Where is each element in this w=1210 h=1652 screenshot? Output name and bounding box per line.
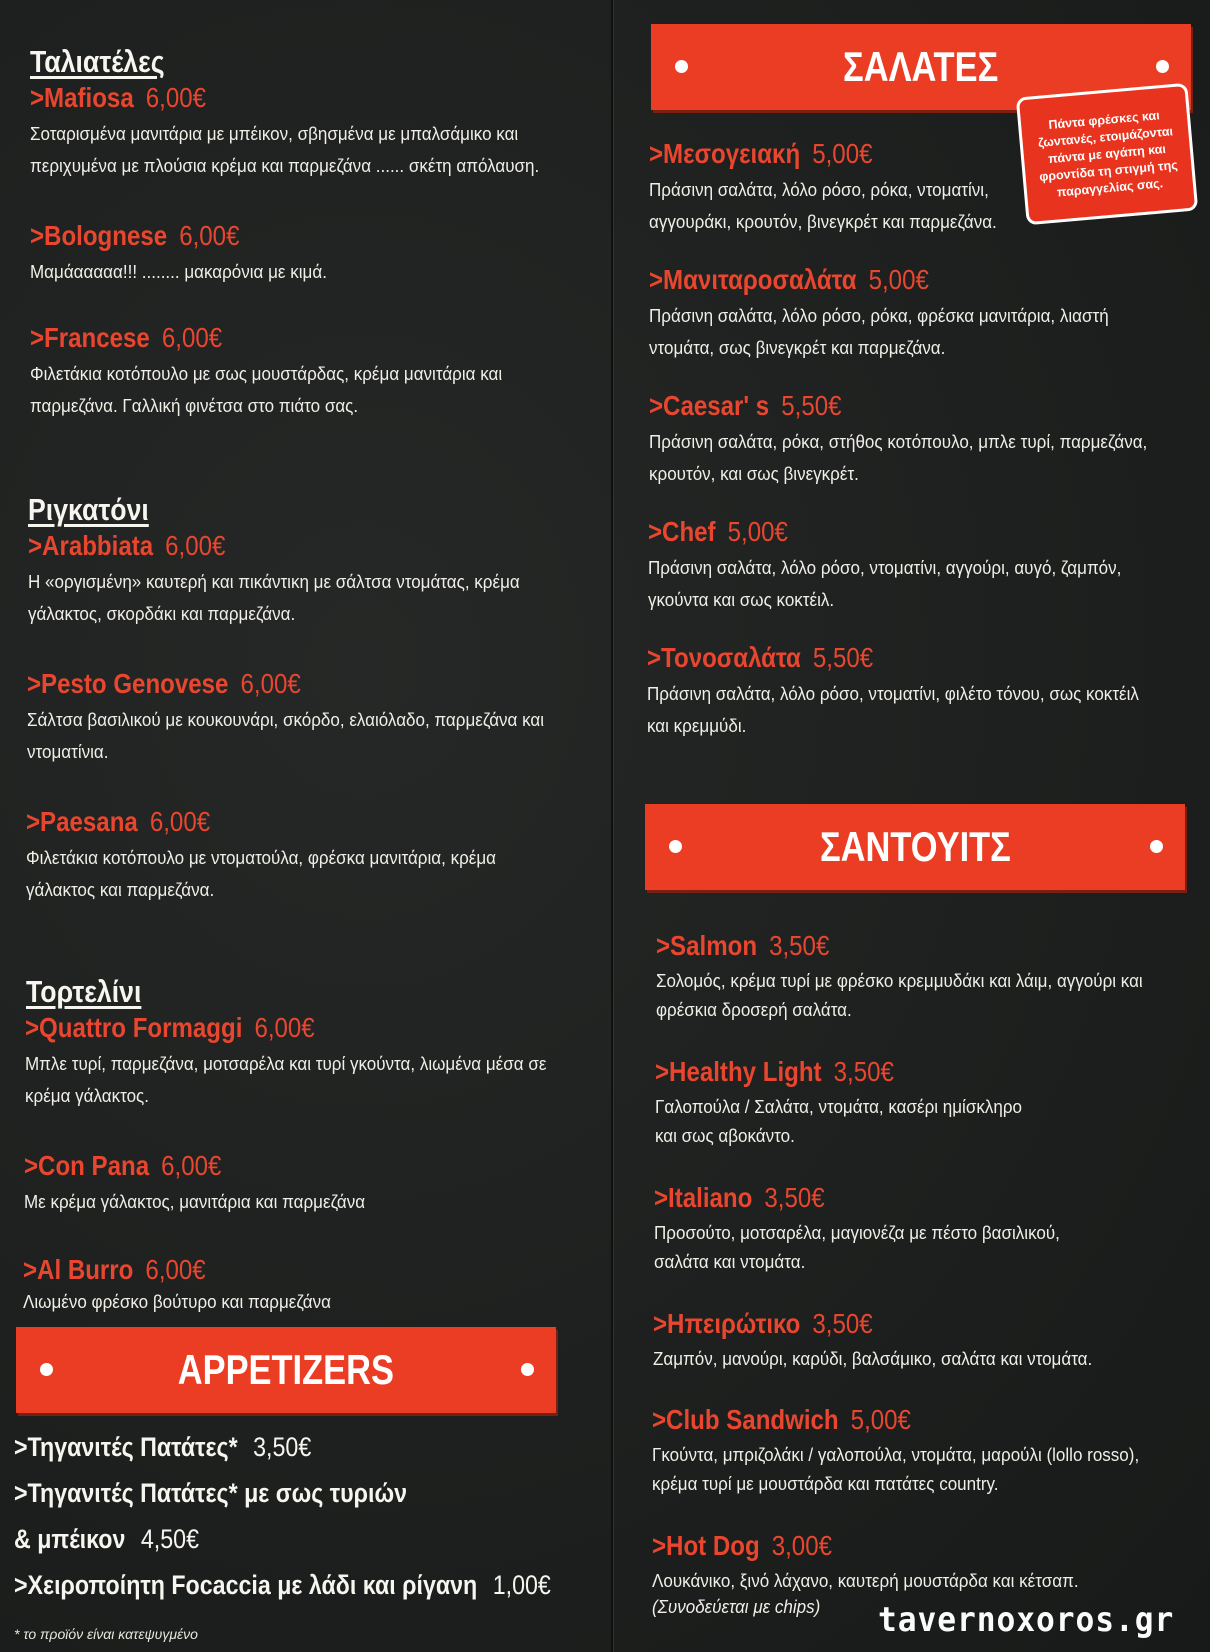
section-rigatoni xyxy=(28,492,588,528)
item-description: Προσούτο, μοτσαρέλα, μαγιονέζα με πέστο βασιλικού, σαλάτα και ντομάτα. xyxy=(654,1222,1060,1272)
section-title: Ταλιατέλες xyxy=(30,44,165,79)
item-description: Πράσινη σαλάτα, λόλο ρόσο, ντοματίνι, φιλέτο τόνου, σως κοκτέιλ και κρεμμύδι. xyxy=(647,683,1139,736)
appetizer-item xyxy=(14,1524,521,1570)
item-name: >Μανιταροσαλάτα xyxy=(649,264,857,295)
item-name: >Pesto Genovese xyxy=(27,668,229,699)
appetizer-item xyxy=(14,1432,521,1478)
dot-icon xyxy=(40,1363,53,1376)
menu-item xyxy=(655,1056,1075,1150)
item-name: >Con Pana xyxy=(24,1150,150,1181)
menu-item xyxy=(25,1012,605,1112)
item-name: >Salmon xyxy=(656,930,758,961)
appetizer-list xyxy=(14,1432,604,1616)
item-name: >Μεσογειακή xyxy=(649,138,801,169)
dot-icon xyxy=(675,60,688,73)
item-name: >Hot Dog xyxy=(652,1530,760,1561)
item-price: 1,00€ xyxy=(492,1570,551,1600)
freshness-badge xyxy=(1016,83,1199,226)
appetizer-item xyxy=(14,1570,551,1616)
item-name: >Paesana xyxy=(26,806,138,837)
item-name: >Italiano xyxy=(654,1182,753,1213)
item-name: >Τηγανιτές Πατάτες* xyxy=(14,1432,238,1462)
item-name: & μπέικον xyxy=(14,1524,126,1554)
menu-item xyxy=(28,530,568,630)
footnote: * το προϊόν είναι κατεψυγμένο xyxy=(14,1626,198,1642)
banner-label: ΣΑΝΤΟΥΙΤΣ xyxy=(819,823,1011,870)
item-description: Σάλτσα βασιλικού με κουκουνάρι, σκόρδο, ελαιόλαδο, παρμεζάνα και ντοματίνια. xyxy=(27,709,545,762)
section-title: Τορτελίνι xyxy=(26,974,142,1009)
section-title: Ριγκατόνι xyxy=(28,492,149,527)
item-name: >Caesar' s xyxy=(649,390,770,421)
item-description: Πράσινη σαλάτα, ρόκα, στήθος κοτόπουλο, μπλε τυρί, παρμεζάνα, κρουτόν, και σως βινεγκρέτ. xyxy=(649,431,1148,484)
menu-item xyxy=(652,1404,1208,1498)
item-note: (Συνοδεύεται με chips) xyxy=(652,1596,821,1617)
menu-item xyxy=(653,1308,1209,1373)
item-description: Μπλε τυρί, παρμεζάνα, μοτσαρέλα και τυρί γκούντα, λιωμένα μέσα σε κρέμα γάλακτος. xyxy=(25,1053,547,1106)
menu-item xyxy=(26,806,596,906)
section-tagliatelle xyxy=(30,44,590,80)
banner-label: ΣΑΛΑΤΕΣ xyxy=(843,43,999,90)
menu-item xyxy=(24,1150,594,1218)
item-price: 5,00€ xyxy=(868,264,929,295)
menu-item xyxy=(656,930,1191,1024)
item-name: >Χειροποίητη Focaccia με λάδι και ρίγανη xyxy=(14,1570,478,1600)
item-description: Λιωμένο φρέσκο βούτυρο και παρμεζάνα xyxy=(23,1291,331,1312)
menu-item xyxy=(649,390,1205,490)
menu-item xyxy=(649,264,1189,364)
item-name: >Mafiosa xyxy=(30,82,134,113)
item-description: Φιλετάκια κοτόπουλο με ντοματούλα, φρέσκα μανιτάρια, κρέμα γάλακτος και παρμεζάνα. xyxy=(26,847,497,900)
item-price: 6,00€ xyxy=(254,1012,315,1043)
item-price: 3,50€ xyxy=(253,1432,312,1462)
fold-line xyxy=(611,0,613,1652)
item-name: >Chef xyxy=(648,516,716,547)
item-price: 5,50€ xyxy=(781,390,842,421)
item-description: Μαμάααααα!!! ........ μακαρόνια με κιμά. xyxy=(30,261,327,282)
item-price: 3,50€ xyxy=(764,1182,825,1213)
dot-icon xyxy=(521,1363,534,1376)
item-description: Φιλετάκια κοτόπουλο με σως μουστάρδας, κρέμα μανιτάρια και παρμεζάνα. Γαλλική φινέτσα στο πιάτο σας. xyxy=(30,363,503,416)
menu-item xyxy=(23,1254,593,1318)
item-price: 6,00€ xyxy=(161,322,223,353)
menu-item xyxy=(654,1182,1114,1276)
menu-item xyxy=(648,516,1183,616)
item-price: 6,00€ xyxy=(145,1254,206,1285)
item-price: 5,00€ xyxy=(812,138,873,169)
item-name: >Healthy Light xyxy=(655,1056,822,1087)
badge-text: Πάντα φρέσκες και ζωντανές, ετοιμάζονται πάντα με αγάπη και φροντίδα τη στιγμή της παραγγελίας σας. xyxy=(1037,107,1179,199)
banner-label: APPETIZERS xyxy=(177,1346,395,1393)
item-description: Η «οργισμένη» καυτερή και πικάντικη με σάλτσα ντομάτας, κρέμα γάλακτος, σκορδάκι και παρμεζάνα. xyxy=(28,571,520,624)
item-price: 6,00€ xyxy=(240,668,301,699)
menu-item xyxy=(27,668,597,768)
item-description: Γκούντα, μπριζολάκι / γαλοπούλα, ντομάτα, μαρούλι (lollo rosso), κρέμα τυρί με μουστάρδα και πατάτες country. xyxy=(652,1444,1140,1494)
item-price: 6,00€ xyxy=(145,82,207,113)
item-description: Ζαμπόν, μανούρι, καρύδι, βαλσάμικο, σαλάτα και ντομάτα. xyxy=(653,1348,1093,1369)
item-price: 5,00€ xyxy=(850,1404,911,1435)
item-description: Πράσινη σαλάτα, λόλο ρόσο, ντοματίνι, αγγούρι, αυγό, ζαμπόν, γκούντα και σως κοκτέιλ. xyxy=(648,557,1122,610)
item-name: >Bolognese xyxy=(30,220,168,251)
menu-item xyxy=(30,82,600,182)
item-description: Με κρέμα γάλακτος, μανιτάρια και παρμεζάνα xyxy=(24,1191,366,1212)
item-description: Γαλοπούλα / Σαλάτα, ντομάτα, κασέρι ημίσκληρο και σως αβοκάντο. xyxy=(655,1096,1022,1146)
item-description: Σολομός, κρέμα τυρί με φρέσκο κρεμμυδάκι και λάιμ, αγγούρι και φρέσκια δροσερή σαλάτα. xyxy=(656,970,1143,1020)
item-price: 3,50€ xyxy=(812,1308,873,1339)
item-price: 6,00€ xyxy=(161,1150,222,1181)
sandwiches-banner xyxy=(645,804,1185,890)
item-description: Σοταρισμένα μανιτάρια με μπέικον, σβησμένα με μπαλσάμικο και περιχυμένα με πλούσια κρέμα και παρμεζάνα ...... σκέτη απόλαυση. xyxy=(30,123,540,176)
dot-icon xyxy=(669,840,682,853)
item-price: 5,50€ xyxy=(812,642,874,673)
item-price: 3,50€ xyxy=(769,930,830,961)
item-name: >Τηγανιτές Πατάτες* με σως τυριών xyxy=(14,1478,408,1508)
item-price: 4,50€ xyxy=(140,1524,200,1554)
item-price: 5,00€ xyxy=(727,516,788,547)
menu-item xyxy=(30,220,600,288)
item-description: Πράσινη σαλάτα, λόλο ρόσο, ρόκα, ντοματίνι, αγγουράκι, κρουτόν, βινεγκρέτ και παρμεζάνα. xyxy=(649,179,997,232)
menu-item xyxy=(649,138,1029,238)
item-name: >Τονοσαλάτα xyxy=(647,642,801,673)
menu-item xyxy=(30,322,550,422)
item-name: >Francese xyxy=(30,322,150,353)
item-price: 6,00€ xyxy=(149,806,211,837)
item-description: Λουκάνικο, ξινό λάχανο, καυτερή μουστάρδα και κέτσαπ. xyxy=(652,1570,1079,1591)
item-name: >Club Sandwich xyxy=(652,1404,839,1435)
item-name: >Al Burro xyxy=(23,1254,134,1285)
dot-icon xyxy=(1156,60,1169,73)
appetizers-banner xyxy=(16,1327,556,1413)
item-price: 6,00€ xyxy=(179,220,240,251)
item-name: >Quattro Formaggi xyxy=(25,1012,243,1043)
watermark: tavernoxoros.gr xyxy=(878,1600,1175,1640)
item-price: 3,00€ xyxy=(771,1530,832,1561)
item-price: 6,00€ xyxy=(165,530,226,561)
menu-item xyxy=(647,642,1203,742)
section-tortellini xyxy=(26,974,586,1010)
item-description: Πράσινη σαλάτα, λόλο ρόσο, ρόκα, φρέσκα μανιτάρια, λιαστή ντομάτα, σως βινεγκρέτ και παρμεζάνα. xyxy=(649,305,1109,358)
dot-icon xyxy=(1150,840,1163,853)
appetizer-item xyxy=(14,1478,521,1524)
item-name: >Arabbiata xyxy=(28,530,154,561)
item-name: >Ηπειρώτικο xyxy=(653,1308,801,1339)
item-price: 3,50€ xyxy=(833,1056,894,1087)
